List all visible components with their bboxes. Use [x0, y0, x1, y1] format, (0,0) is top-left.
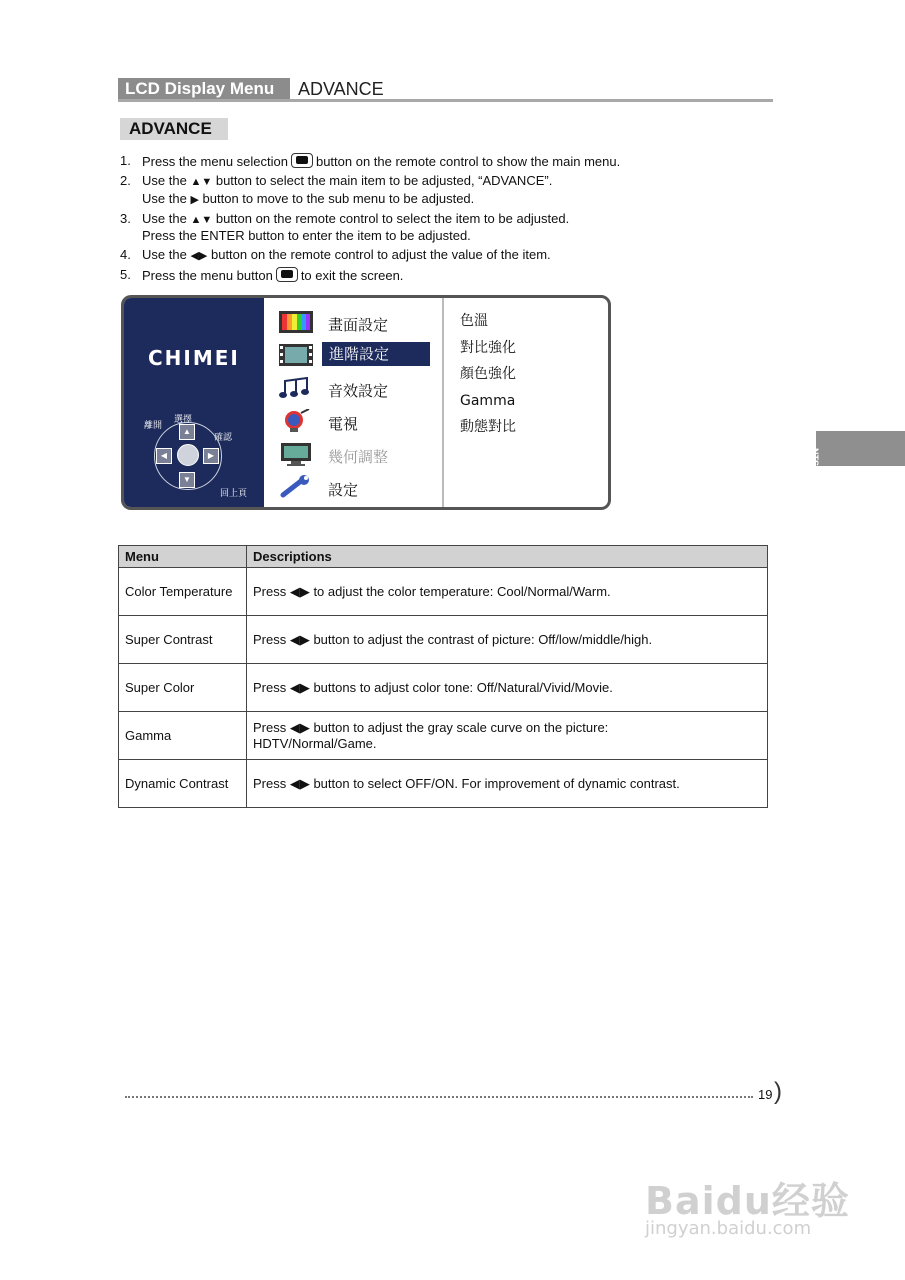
osd-menu-screenshot	[121, 295, 611, 510]
menu-button-icon	[276, 267, 298, 282]
hint-exit: 離開	[144, 420, 163, 430]
submenu-item[interactable]: 顏色強化	[460, 366, 516, 382]
hint-confirm: 確認	[214, 432, 233, 442]
menu-cell: Super Color	[119, 664, 247, 712]
menu-item-advanced[interactable]: 進階設定	[276, 343, 436, 369]
menu-button-icon	[291, 153, 313, 168]
table-row	[119, 760, 768, 808]
menu-item-picture[interactable]: 畫面設定	[276, 310, 436, 336]
submenu-item[interactable]: 色溫	[460, 313, 488, 329]
page-number-bracket-icon: )	[774, 1078, 782, 1105]
submenu-item[interactable]: Gamma	[460, 392, 516, 409]
step-1: 1. Press the menu selection button on the remote control to show the main menu.	[120, 153, 621, 169]
up-down-arrow-icon: ▲▼	[190, 176, 213, 188]
table-row	[119, 568, 768, 616]
table-header-row	[119, 546, 768, 568]
column-header-descriptions: Descriptions	[247, 546, 768, 568]
left-right-arrow-icon: ◀▶	[190, 250, 208, 262]
watermark	[645, 1160, 855, 1250]
header-section-label: LCD Display Menu	[118, 78, 290, 100]
hint-back: 回上頁	[220, 488, 248, 498]
menu-cell: Super Contrast	[119, 616, 247, 664]
table-row	[119, 616, 768, 664]
menu-cell: Dynamic Contrast	[119, 760, 247, 808]
menu-description-table	[118, 545, 768, 808]
description-cell: Press ◀▶ button to select OFF/ON. For improvement of dynamic contrast.	[247, 760, 768, 808]
osd-left-panel	[124, 298, 264, 507]
table-row	[119, 664, 768, 712]
monitor-icon	[278, 442, 314, 466]
step-4: 4. Use the ◀▶ button on the remote control to adjust the value of the item.	[120, 247, 551, 262]
hint-select: 選擇	[174, 414, 193, 424]
step-3: 3. Use the ▲▼ button on the remote control to select the item to be adjusted. Press the ENTER button to enter the item to be adjusted.	[120, 210, 570, 243]
picture-color-bars-icon	[278, 310, 314, 334]
menu-item-setup[interactable]: 設定	[276, 475, 436, 501]
watermark-logo: Baidu经验	[645, 1179, 850, 1223]
osd-submenu	[460, 308, 516, 441]
remote-dpad-icon: ▲ ▼ ◀ ▶	[146, 416, 234, 494]
footer-dotted-rule	[125, 1096, 753, 1100]
right-arrow-icon: ▶	[190, 193, 199, 206]
brand-logo: CHIMEI	[148, 346, 240, 370]
wrench-icon	[278, 475, 314, 499]
description-cell: Press ◀▶ button to adjust the contrast of picture: Off/low/middle/high.	[247, 616, 768, 664]
step-5: 5. Press the menu button to exit the screen.	[120, 267, 404, 283]
menu-item-audio[interactable]: 音效設定	[276, 376, 436, 402]
description-cell: Press ◀▶ to adjust the color temperature: Cool/Normal/Warm.	[247, 568, 768, 616]
satellite-dish-icon	[278, 409, 314, 433]
page-number: 19	[758, 1087, 773, 1102]
instruction-steps	[120, 153, 740, 287]
page-title: ADVANCE	[120, 118, 228, 140]
menu-item-geometry[interactable]: 幾何調整	[276, 442, 436, 468]
submenu-item[interactable]: 對比強化	[460, 339, 516, 356]
menu-cell: Color Temperature	[119, 568, 247, 616]
osd-main-menu	[264, 298, 444, 507]
submenu-item[interactable]: 動態對比	[460, 419, 516, 435]
column-header-menu: Menu	[119, 546, 247, 568]
up-down-arrow-icon: ▲▼	[190, 213, 213, 226]
watermark-site: jingyan.baidu.com	[645, 1218, 812, 1239]
step-2: 2. Use the ▲▼ button to select the main item to be adjusted, “ADVANCE”. Use the ▶ button to move to the sub menu to be adjusted.	[120, 173, 553, 206]
header-rule	[118, 99, 773, 102]
menu-cell: Gamma	[119, 712, 247, 760]
menu-item-tv[interactable]: 電視	[276, 409, 436, 435]
music-notes-icon	[278, 376, 314, 400]
side-tab	[816, 431, 905, 466]
film-strip-icon	[278, 343, 314, 367]
side-tab-label: NTSC	[810, 448, 820, 473]
description-cell: Press ◀▶ button to adjust the gray scale curve on the picture: HDTV/Normal/Game.	[247, 712, 768, 760]
table-row	[119, 712, 768, 760]
header-subsection-label: ADVANCE	[298, 79, 384, 99]
description-cell: Press ◀▶ buttons to adjust color tone: Off/Natural/Vivid/Movie.	[247, 664, 768, 712]
